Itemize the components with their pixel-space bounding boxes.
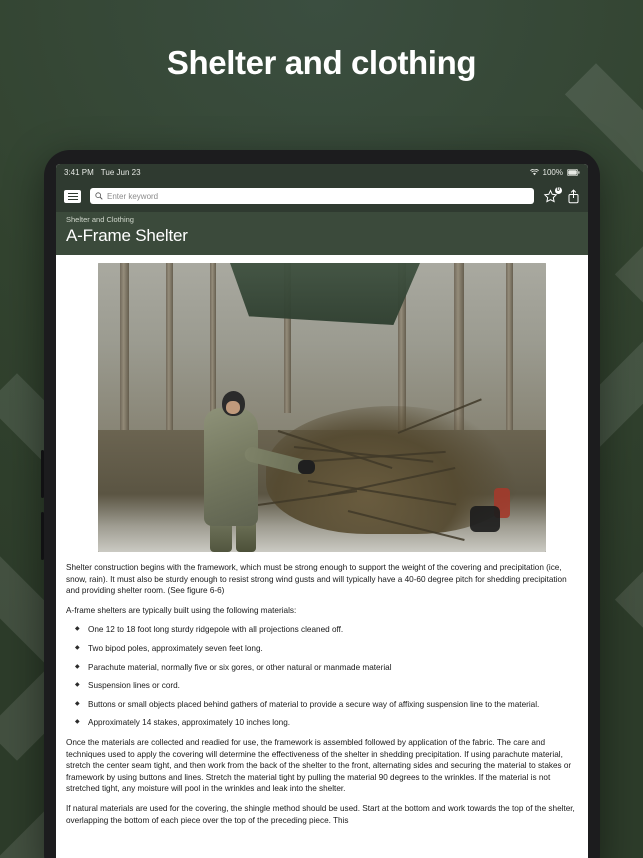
paragraph-natural-materials: If natural materials are used for the covering, the shingle method should be used. Start at the bottom and work towards the top of the shelter, overlapping the bottom of each piece over the top of the preceding piece. This	[66, 803, 575, 825]
list-item: ◆ Parachute material, normally five or six gores, or other natural or manmade material	[88, 662, 578, 674]
share-icon[interactable]	[567, 189, 580, 204]
paragraph-materials-lead: A-frame shelters are typically built using the following materials:	[66, 605, 297, 615]
search-input[interactable]	[107, 192, 529, 201]
app-toolbar	[56, 180, 588, 212]
wifi-icon	[530, 169, 539, 176]
bookmark-count-badge: 0	[556, 186, 560, 193]
figure-a-frame-shelter-photo	[98, 263, 546, 552]
document-content[interactable]	[56, 255, 588, 858]
status-date: Tue Jun 23	[100, 167, 141, 177]
battery-percent-label: 100%	[542, 167, 563, 177]
materials-list	[66, 624, 578, 729]
battery-icon	[567, 169, 580, 176]
list-item: ◆ One 12 to 18 foot long sturdy ridgepole with all projections cleaned off.	[88, 624, 578, 636]
paragraph-assembly: Once the materials are collected and readied for use, the framework is assembled followed by application of the fabric. The care and techniques used to apply the covering will determine the effectiveness of the shelter in shedding precipitation. If using parachute material, stretch the center seam tight, and then work from the back of the shelter to the front, alternating sides and securing the material to stakes or framework by using buttons and lines. Stretch the material tight by pulling the material 90 degrees to the wrinkles. If the material is not stretched tight, any moisture will pool in the wrinkles and leak into the shelter.	[66, 737, 572, 794]
status-bar	[56, 164, 588, 180]
page-title: Shelter and clothing	[166, 44, 477, 81]
list-item: ◆ Suspension lines or cord.	[88, 680, 578, 692]
star-bookmark-icon[interactable]	[543, 186, 560, 204]
tablet-device-frame	[44, 150, 600, 858]
paragraph-intro: Shelter construction begins with the framework, which must be strong enough to support the weight of the covering and precipitation (ice, snow, rain). It must also be sturdy enough to resist strong wind gusts and will typically have a 40-60 degree pitch for shedding precipitation and providing shelter room. (See figure 6-6)	[66, 563, 567, 596]
search-field[interactable]	[90, 188, 534, 204]
tablet-screen	[56, 164, 588, 858]
hamburger-menu-icon[interactable]	[64, 190, 81, 203]
breadcrumb[interactable]: Shelter and Clothing	[66, 215, 134, 224]
search-icon	[95, 192, 103, 200]
document-title: A-Frame Shelter	[66, 226, 188, 245]
list-item: ◆ Approximately 14 stakes, approximately 10 inches long.	[88, 717, 578, 729]
status-time: 3:41 PM	[64, 167, 94, 177]
list-item: ◆ Buttons or small objects placed behind gathers of material to provide a secure way of affixing suspension line to the material.	[88, 699, 578, 711]
volume-up-button[interactable]	[41, 450, 44, 498]
volume-down-button[interactable]	[41, 512, 44, 560]
list-item: ◆ Two bipod poles, approximately seven feet long.	[88, 643, 578, 655]
document-header	[56, 212, 588, 255]
